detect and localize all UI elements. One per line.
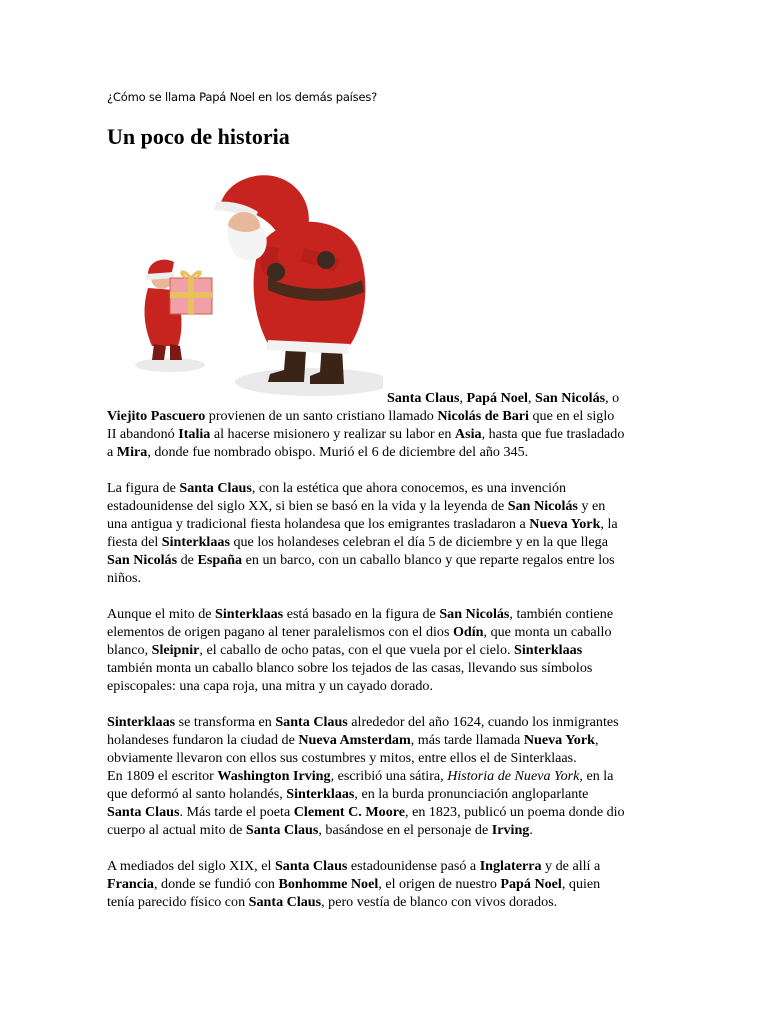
bold-text-run: Papá Noel xyxy=(466,390,528,406)
text-run: fiesta del xyxy=(107,534,162,550)
text-line xyxy=(107,785,663,803)
text-line xyxy=(107,767,663,785)
italic-text-run: Historia de Nueva York xyxy=(447,768,580,784)
text-run: , o xyxy=(605,390,620,406)
text-line xyxy=(107,389,663,407)
bold-text-run: Washington Irving xyxy=(217,768,331,784)
text-run: que en el siglo xyxy=(528,408,615,424)
text-run: . xyxy=(529,822,533,838)
text-line xyxy=(107,893,663,911)
text-line xyxy=(107,731,663,749)
bold-text-run: Nueva Amsterdam xyxy=(298,732,411,748)
text-run: y de allí a xyxy=(541,858,601,874)
text-run: , en la xyxy=(579,768,614,784)
bold-text-run: Santa Claus xyxy=(179,480,252,496)
text-run: obviamente llevaron con ellos sus costumbres y mitos, entre ellos el de Sinterklaas. xyxy=(107,750,577,766)
text-run: , hasta que fue trasladado xyxy=(481,426,625,442)
text-line xyxy=(107,713,663,731)
paragraph xyxy=(107,713,663,839)
bold-text-run: San Nicolás xyxy=(107,552,178,568)
page-title: Un poco de historia xyxy=(107,124,290,149)
text-run: niños. xyxy=(107,570,142,586)
text-line xyxy=(107,677,663,695)
text-line xyxy=(107,497,663,515)
bold-text-run: Santa Claus xyxy=(387,390,460,406)
text-run: a xyxy=(107,444,117,460)
bold-text-run: Sinterklaas xyxy=(514,642,583,658)
bold-text-run: Irving xyxy=(491,822,530,838)
text-run: , xyxy=(459,390,467,406)
bold-text-run: Odín xyxy=(452,624,484,640)
text-line xyxy=(107,407,663,425)
bold-text-run: España xyxy=(197,552,243,568)
bold-text-run: Sinterklaas xyxy=(107,714,176,730)
bold-text-run: Asia xyxy=(454,426,482,442)
text-run: , basándose en el personaje de xyxy=(318,822,492,838)
text-line xyxy=(107,569,663,587)
text-run: que deformó al santo holandés, xyxy=(107,786,287,802)
text-run: , xyxy=(594,732,599,748)
text-line xyxy=(107,515,663,533)
text-run: de xyxy=(177,552,198,568)
bold-text-run: Viejito Pascuero xyxy=(107,408,206,424)
bold-text-run: Clement C. Moore xyxy=(293,804,406,820)
bold-text-run: Sinterklaas xyxy=(286,786,355,802)
text-line xyxy=(107,533,663,551)
bold-text-run: San Nicolás xyxy=(507,498,578,514)
text-run: , con la estética que ahora conocemos, es una invención xyxy=(251,480,567,496)
bold-text-run: Santa Claus xyxy=(274,858,348,874)
bold-text-run: San Nicolás xyxy=(535,390,606,406)
text-run: al hacerse misionero y realizar su labor en xyxy=(210,426,455,442)
bold-text-run: Santa Claus xyxy=(275,714,348,730)
paragraph xyxy=(107,857,663,911)
text-run: está basado en la figura de xyxy=(283,606,440,622)
page-subtitle: ¿Cómo se llama Papá Noel en los demás países? xyxy=(107,90,378,104)
text-run: , donde se fundió con xyxy=(153,876,279,892)
text-run: que los holandeses celebran el día 5 de diciembre y en la que llega xyxy=(229,534,608,550)
paragraph xyxy=(107,605,663,695)
text-line xyxy=(107,425,663,443)
text-run: , también contiene xyxy=(509,606,614,622)
bold-text-run: Santa Claus xyxy=(248,894,322,910)
text-line xyxy=(107,479,663,497)
text-line xyxy=(107,623,663,641)
text-run: , más tarde llamada xyxy=(410,732,524,748)
text-run: , donde fue nombrado obispo. Murió el 6 de diciembre del año 345. xyxy=(147,444,529,460)
text-run: estadounidense del siglo XX, si bien se basó en la vida y la leyenda de xyxy=(107,498,508,514)
text-line xyxy=(107,605,663,623)
bold-text-run: Sleipnir xyxy=(151,642,200,658)
article-body xyxy=(107,389,663,929)
text-run: , pero vestía de blanco con vivos dorados. xyxy=(321,894,558,910)
text-run: y en xyxy=(577,498,606,514)
text-run: episcopales: una capa roja, una mitra y un cayado dorado. xyxy=(107,678,433,694)
text-run: tenía parecido físico con xyxy=(107,894,249,910)
text-run: holandeses fundaron la ciudad de xyxy=(107,732,299,748)
text-run: , el origen de nuestro xyxy=(378,876,501,892)
text-run: blanco, xyxy=(107,642,152,658)
santa-and-elf-illustration xyxy=(108,168,383,400)
text-line xyxy=(107,659,663,677)
text-run: también monta un caballo blanco sobre los tejados de las casas, llevando sus símbolos xyxy=(107,660,593,676)
text-line xyxy=(107,551,663,569)
text-line xyxy=(107,875,663,893)
text-line xyxy=(107,443,663,461)
bold-text-run: Mira xyxy=(116,444,148,460)
bold-text-run: Sinterklaas xyxy=(215,606,284,622)
text-run: II abandonó xyxy=(107,426,179,442)
text-run: una antigua y tradicional fiesta holandesa que los emigrantes trasladaron a xyxy=(107,516,530,532)
bold-text-run: Bonhomme Noel xyxy=(278,876,379,892)
text-run: , el caballo de ocho patas, con el que vuela por el cielo. xyxy=(199,642,515,658)
text-run: En 1809 el escritor xyxy=(107,768,218,784)
bold-text-run: Nueva York xyxy=(523,732,595,748)
bold-text-run: Sinterklaas xyxy=(161,534,230,550)
text-run: elementos de origen pagano al tener paralelismos con el dios xyxy=(107,624,453,640)
bold-text-run: Santa Claus xyxy=(107,804,180,820)
text-line xyxy=(107,803,663,821)
bold-text-run: Inglaterra xyxy=(479,858,542,874)
bold-text-run: Italia xyxy=(178,426,211,442)
text-run: , escribió una sátira, xyxy=(330,768,448,784)
paragraph xyxy=(107,389,663,461)
bold-text-run: Francia xyxy=(107,876,154,892)
text-run: A mediados del siglo XIX, el xyxy=(107,858,275,874)
text-run: , quien xyxy=(561,876,601,892)
text-line xyxy=(107,641,663,659)
text-run: , xyxy=(527,390,536,406)
bold-text-run: Nicolás de Bari xyxy=(437,408,529,424)
text-run: en un barco, con un caballo blanco y que reparte regalos entre los xyxy=(242,552,615,568)
text-run: Aunque el mito de xyxy=(107,606,216,622)
bold-text-run: San Nicolás xyxy=(439,606,510,622)
text-run: provienen de un santo cristiano llamado xyxy=(205,408,438,424)
text-run: . Más tarde el poeta xyxy=(179,804,294,820)
text-run: se transforma en xyxy=(175,714,276,730)
bold-text-run: Santa Claus xyxy=(245,822,319,838)
text-run: , en la burda pronunciación angloparlante xyxy=(354,786,589,802)
text-line xyxy=(107,857,663,875)
text-line xyxy=(107,821,663,839)
bold-text-run: Nueva York xyxy=(529,516,601,532)
text-run: , que monta un caballo xyxy=(483,624,612,640)
text-run: , la xyxy=(600,516,618,532)
text-run: La figura de xyxy=(107,480,180,496)
paragraph xyxy=(107,479,663,587)
bold-text-run: Papá Noel xyxy=(500,876,562,892)
text-run: alrededor del año 1624, cuando los inmigrantes xyxy=(347,714,619,730)
text-run: , en 1823, publicó un poema donde dio xyxy=(405,804,625,820)
text-run: cuerpo al actual mito de xyxy=(107,822,246,838)
text-line xyxy=(107,749,663,767)
text-run: estadounidense pasó a xyxy=(347,858,480,874)
